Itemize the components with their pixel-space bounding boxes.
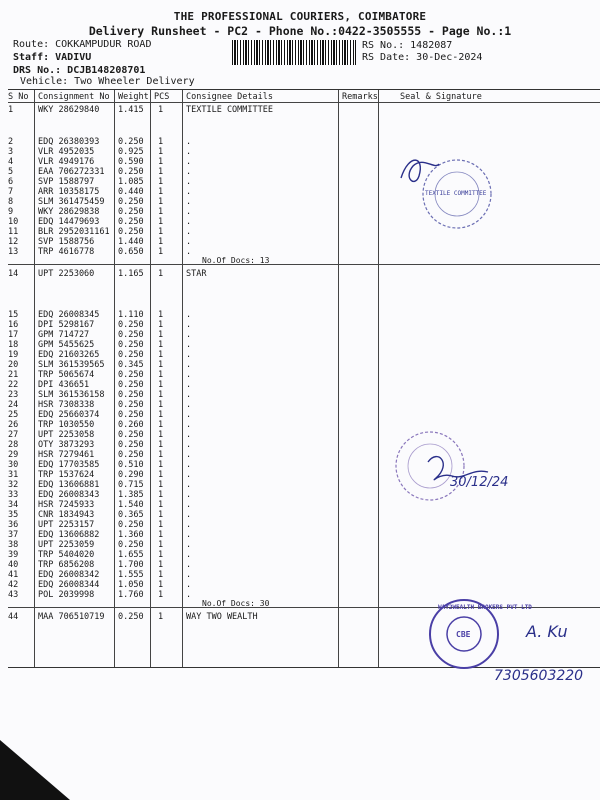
- row-consignment-no: MAA 706510719: [38, 612, 105, 622]
- row-weight: 0.250: [118, 450, 144, 460]
- group-separator: [8, 264, 600, 265]
- rs-date: RS Date: 30-Dec-2024: [362, 52, 483, 63]
- row-sno: 33: [8, 490, 19, 500]
- row-weight: 0.250: [118, 330, 144, 340]
- route-label: Route: COKKAMPUDUR ROAD: [13, 39, 152, 50]
- stamp3-text: WAY2WEALTH BROKERS PVT LTD: [438, 604, 532, 611]
- row-sno: 17: [8, 330, 19, 340]
- row-consignee-dot: .: [186, 330, 192, 340]
- row-consignee: WAY TWO WEALTH: [186, 612, 258, 622]
- row-sno: 4: [8, 157, 14, 167]
- row-consignment-no: TRP 6856208: [38, 560, 95, 570]
- row-weight: 0.590: [118, 157, 144, 167]
- row-sno: 24: [8, 400, 19, 410]
- row-weight: 0.365: [118, 510, 144, 520]
- docs-count: No.Of Docs: 13: [202, 256, 270, 265]
- star-stamp: [392, 428, 532, 508]
- row-consignment-no: SVP 1588797: [38, 177, 95, 187]
- sig2-date: 30/12/24: [450, 475, 509, 490]
- row-weight: 0.250: [118, 540, 144, 550]
- row-pcs: 1: [158, 440, 164, 450]
- row-consignee-dot: .: [186, 340, 192, 350]
- row-pcs: 1: [158, 470, 164, 480]
- row-weight: 0.715: [118, 480, 144, 490]
- row-sno: 44: [8, 612, 19, 622]
- row-pcs: 1: [158, 410, 164, 420]
- row-weight: 0.250: [118, 167, 144, 177]
- row-weight: 1.085: [118, 177, 144, 187]
- row-sno: 28: [8, 440, 19, 450]
- row-pcs: 1: [158, 217, 164, 227]
- row-consignee-dot: .: [186, 570, 192, 580]
- row-consignment-no: TRP 5404020: [38, 550, 95, 560]
- row-consignee-dot: .: [186, 560, 192, 570]
- stamp3-center: CBE: [456, 630, 471, 639]
- row-consignment-no: HSR 7279461: [38, 450, 95, 460]
- row-pcs: 1: [158, 350, 164, 360]
- row-sno: 6: [8, 177, 14, 187]
- row-consignee-dot: .: [186, 157, 192, 167]
- row-consignment-no: EDQ 26008344: [38, 580, 100, 590]
- row-consignee-dot: .: [186, 550, 192, 560]
- row-consignee-dot: .: [186, 227, 192, 237]
- row-consignee-dot: .: [186, 420, 192, 430]
- vehicle-label: Vehicle: Two Wheeler Delivery: [20, 76, 195, 87]
- row-weight: 0.250: [118, 410, 144, 420]
- row-consignment-no: GPM 5455625: [38, 340, 95, 350]
- row-sno: 32: [8, 480, 19, 490]
- row-pcs: 1: [158, 227, 164, 237]
- row-consignment-no: VLR 4952035: [38, 147, 95, 157]
- row-sno: 25: [8, 410, 19, 420]
- row-weight: 0.250: [118, 612, 144, 622]
- row-weight: 0.250: [118, 520, 144, 530]
- row-pcs: 1: [158, 450, 164, 460]
- row-consignment-no: UPT 2253157: [38, 520, 95, 530]
- row-consignment-no: OTY 3873293: [38, 440, 95, 450]
- row-pcs: 1: [158, 237, 164, 247]
- row-pcs: 1: [158, 550, 164, 560]
- row-weight: 1.555: [118, 570, 144, 580]
- row-weight: 1.360: [118, 530, 144, 540]
- row-consignee-dot: .: [186, 440, 192, 450]
- row-pcs: 1: [158, 105, 164, 115]
- row-sno: 29: [8, 450, 19, 460]
- row-pcs: 1: [158, 612, 164, 622]
- row-consignee-dot: .: [186, 460, 192, 470]
- row-weight: 0.250: [118, 390, 144, 400]
- row-consignment-no: EAA 706272331: [38, 167, 105, 177]
- row-weight: 0.250: [118, 137, 144, 147]
- row-sno: 22: [8, 380, 19, 390]
- row-weight: 1.655: [118, 550, 144, 560]
- row-sno: 12: [8, 237, 19, 247]
- col-sno-header: S No: [8, 92, 29, 102]
- row-consignment-no: WKY 28629840: [38, 105, 100, 115]
- row-pcs: 1: [158, 460, 164, 470]
- row-weight: 1.165: [118, 269, 144, 279]
- row-sno: 19: [8, 350, 19, 360]
- row-weight: 0.250: [118, 217, 144, 227]
- row-pcs: 1: [158, 540, 164, 550]
- row-pcs: 1: [158, 360, 164, 370]
- row-sno: 16: [8, 320, 19, 330]
- row-consignment-no: EDQ 17703585: [38, 460, 100, 470]
- row-consignee-dot: .: [186, 470, 192, 480]
- row-pcs: 1: [158, 137, 164, 147]
- row-consignment-no: BLR 2952031161: [38, 227, 110, 237]
- row-consignee-dot: .: [186, 187, 192, 197]
- row-sno: 15: [8, 310, 19, 320]
- row-consignment-no: DPI 5298167: [38, 320, 95, 330]
- row-weight: 0.650: [118, 247, 144, 257]
- row-sno: 42: [8, 580, 19, 590]
- row-pcs: 1: [158, 570, 164, 580]
- row-weight: 1.760: [118, 590, 144, 600]
- docs-count: No.Of Docs: 30: [202, 599, 270, 608]
- row-weight: 1.385: [118, 490, 144, 500]
- row-consignment-no: SVP 1588756: [38, 237, 95, 247]
- row-consignment-no: SLM 361536158: [38, 390, 105, 400]
- row-consignee-dot: .: [186, 520, 192, 530]
- row-consignment-no: CNR 1834943: [38, 510, 95, 520]
- row-weight: 0.250: [118, 400, 144, 410]
- row-consignee-dot: .: [186, 400, 192, 410]
- sig3-text: A. Ku: [526, 622, 568, 641]
- row-consignment-no: UPT 2253058: [38, 430, 95, 440]
- row-consignment-no: SLM 361475459: [38, 197, 105, 207]
- row-consignment-no: EDQ 14479693: [38, 217, 100, 227]
- row-sno: 14: [8, 269, 19, 279]
- row-pcs: 1: [158, 430, 164, 440]
- row-sno: 8: [8, 197, 14, 207]
- row-sno: 30: [8, 460, 19, 470]
- row-weight: 0.250: [118, 380, 144, 390]
- row-sno: 26: [8, 420, 19, 430]
- row-pcs: 1: [158, 420, 164, 430]
- row-pcs: 1: [158, 177, 164, 187]
- company-title: THE PROFESSIONAL COURIERS, COIMBATORE: [173, 10, 427, 23]
- row-consignee-dot: .: [186, 580, 192, 590]
- row-sno: 10: [8, 217, 19, 227]
- row-consignee-dot: .: [186, 410, 192, 420]
- row-consignee-dot: .: [186, 510, 192, 520]
- stamp1-text: TEXTILE COMMITTEE: [425, 190, 487, 197]
- row-consignee-dot: .: [186, 500, 192, 510]
- row-sno: 40: [8, 560, 19, 570]
- row-consignment-no: HSR 7308338: [38, 400, 95, 410]
- row-weight: 0.440: [118, 187, 144, 197]
- row-consignment-no: EDQ 26008345: [38, 310, 100, 320]
- row-weight: 0.250: [118, 227, 144, 237]
- row-pcs: 1: [158, 207, 164, 217]
- row-sno: 38: [8, 540, 19, 550]
- row-consignee-dot: .: [186, 237, 192, 247]
- row-pcs: 1: [158, 310, 164, 320]
- col-pcs-header: PCS: [154, 92, 170, 102]
- row-consignee-dot: .: [186, 370, 192, 380]
- row-weight: 1.440: [118, 237, 144, 247]
- row-consignee-dot: .: [186, 540, 192, 550]
- row-consignee-dot: .: [186, 360, 192, 370]
- row-pcs: 1: [158, 269, 164, 279]
- row-consignee-dot: .: [186, 320, 192, 330]
- row-consignment-no: GPM 714727: [38, 330, 90, 340]
- row-consignee-dot: .: [186, 247, 192, 257]
- row-sno: 11: [8, 227, 19, 237]
- row-consignee-dot: .: [186, 147, 192, 157]
- row-pcs: 1: [158, 590, 164, 600]
- col-consignee-header: Consignee Details: [186, 92, 273, 102]
- row-consignment-no: HSR 7245933: [38, 500, 95, 510]
- row-consignee-dot: .: [186, 590, 192, 600]
- row-sno: 7: [8, 187, 14, 197]
- row-pcs: 1: [158, 157, 164, 167]
- row-pcs: 1: [158, 340, 164, 350]
- row-pcs: 1: [158, 247, 164, 257]
- row-weight: 1.110: [118, 310, 144, 320]
- row-sno: 39: [8, 550, 19, 560]
- row-pcs: 1: [158, 370, 164, 380]
- runsheet-title: Delivery Runsheet - PC2 - Phone No.:0422-3505555 - Page No.:1: [88, 24, 512, 38]
- row-consignment-no: EDQ 21603265: [38, 350, 100, 360]
- row-sno: 21: [8, 370, 19, 380]
- row-pcs: 1: [158, 330, 164, 340]
- row-consignment-no: EDQ 26380393: [38, 137, 100, 147]
- row-pcs: 1: [158, 167, 164, 177]
- row-weight: 0.345: [118, 360, 144, 370]
- row-consignee-dot: .: [186, 480, 192, 490]
- row-weight: 1.415: [118, 105, 144, 115]
- row-consignee-dot: .: [186, 177, 192, 187]
- row-weight: 1.540: [118, 500, 144, 510]
- row-consignment-no: TRP 1537624: [38, 470, 95, 480]
- row-sno: 41: [8, 570, 19, 580]
- row-consignment-no: DPI 436651: [38, 380, 90, 390]
- row-pcs: 1: [158, 187, 164, 197]
- row-consignment-no: EDQ 13606881: [38, 480, 100, 490]
- row-weight: 0.250: [118, 207, 144, 217]
- drs-number: DRS No.: DCJB148208701: [13, 65, 146, 76]
- scan-corner-shadow: [0, 740, 70, 800]
- row-pcs: 1: [158, 580, 164, 590]
- barcode-image: [232, 40, 356, 65]
- row-consignment-no: TRP 4616778: [38, 247, 95, 257]
- row-pcs: 1: [158, 320, 164, 330]
- runsheet-table: [8, 89, 600, 668]
- row-pcs: 1: [158, 480, 164, 490]
- row-weight: 0.260: [118, 420, 144, 430]
- row-sno: 3: [8, 147, 14, 157]
- row-consignment-no: SLM 361539565: [38, 360, 105, 370]
- row-weight: 0.290: [118, 470, 144, 480]
- handwritten-phone: 7305603220: [494, 668, 584, 684]
- row-weight: 0.250: [118, 320, 144, 330]
- row-consignee-dot: .: [186, 490, 192, 500]
- row-consignee-dot: .: [186, 530, 192, 540]
- row-consignment-no: UPT 2253059: [38, 540, 95, 550]
- row-sno: 43: [8, 590, 19, 600]
- row-pcs: 1: [158, 490, 164, 500]
- row-sno: 20: [8, 360, 19, 370]
- row-consignee-dot: .: [186, 450, 192, 460]
- row-consignment-no: UPT 2253060: [38, 269, 95, 279]
- row-consignee-dot: .: [186, 207, 192, 217]
- row-weight: 0.925: [118, 147, 144, 157]
- row-weight: 0.510: [118, 460, 144, 470]
- row-pcs: 1: [158, 197, 164, 207]
- row-consignee-dot: .: [186, 380, 192, 390]
- row-consignment-no: TRP 1030550: [38, 420, 95, 430]
- staff-label: Staff: VADIVU: [13, 52, 92, 63]
- col-weight-header: Weight: [118, 92, 149, 102]
- rs-number: RS No.: 1482087: [362, 40, 453, 51]
- row-sno: 5: [8, 167, 14, 177]
- row-consignee-dot: .: [186, 217, 192, 227]
- row-weight: 0.250: [118, 197, 144, 207]
- row-sno: 31: [8, 470, 19, 480]
- col-consignment-header: Consignment No: [38, 92, 110, 102]
- row-consignment-no: VLR 4949176: [38, 157, 95, 167]
- row-weight: 0.250: [118, 350, 144, 360]
- row-consignee-dot: .: [186, 350, 192, 360]
- row-sno: 13: [8, 247, 19, 257]
- row-pcs: 1: [158, 560, 164, 570]
- row-consignment-no: EDQ 26008342: [38, 570, 100, 580]
- row-pcs: 1: [158, 147, 164, 157]
- row-consignment-no: WKY 28629838: [38, 207, 100, 217]
- row-weight: 0.250: [118, 370, 144, 380]
- row-pcs: 1: [158, 500, 164, 510]
- row-sno: 23: [8, 390, 19, 400]
- row-consignee-dot: .: [186, 390, 192, 400]
- row-pcs: 1: [158, 380, 164, 390]
- row-consignee: STAR: [186, 269, 207, 279]
- row-sno: 2: [8, 137, 14, 147]
- row-consignee-dot: .: [186, 430, 192, 440]
- row-consignment-no: TRP 5065674: [38, 370, 95, 380]
- row-sno: 27: [8, 430, 19, 440]
- row-consignment-no: EDQ 25660374: [38, 410, 100, 420]
- row-consignment-no: EDQ 13606882: [38, 530, 100, 540]
- row-weight: 1.700: [118, 560, 144, 570]
- row-sno: 34: [8, 500, 19, 510]
- row-consignee: TEXTILE COMMITTEE: [186, 105, 273, 115]
- row-consignment-no: POL 2039998: [38, 590, 95, 600]
- row-sno: 37: [8, 530, 19, 540]
- row-weight: 1.050: [118, 580, 144, 590]
- col-seal-header: Seal & Signature: [400, 92, 482, 102]
- row-pcs: 1: [158, 530, 164, 540]
- col-remarks-header: Remarks: [342, 92, 378, 102]
- row-sno: 9: [8, 207, 14, 217]
- row-weight: 0.250: [118, 430, 144, 440]
- row-pcs: 1: [158, 510, 164, 520]
- row-consignment-no: ARR 10358175: [38, 187, 100, 197]
- row-weight: 0.250: [118, 440, 144, 450]
- row-pcs: 1: [158, 400, 164, 410]
- row-sno: 18: [8, 340, 19, 350]
- row-consignee-dot: .: [186, 137, 192, 147]
- row-sno: 1: [8, 105, 14, 115]
- row-pcs: 1: [158, 520, 164, 530]
- row-consignee-dot: .: [186, 167, 192, 177]
- row-consignee-dot: .: [186, 310, 192, 320]
- row-weight: 0.250: [118, 340, 144, 350]
- row-pcs: 1: [158, 390, 164, 400]
- row-consignment-no: EDQ 26008343: [38, 490, 100, 500]
- row-sno: 35: [8, 510, 19, 520]
- row-sno: 36: [8, 520, 19, 530]
- row-consignee-dot: .: [186, 197, 192, 207]
